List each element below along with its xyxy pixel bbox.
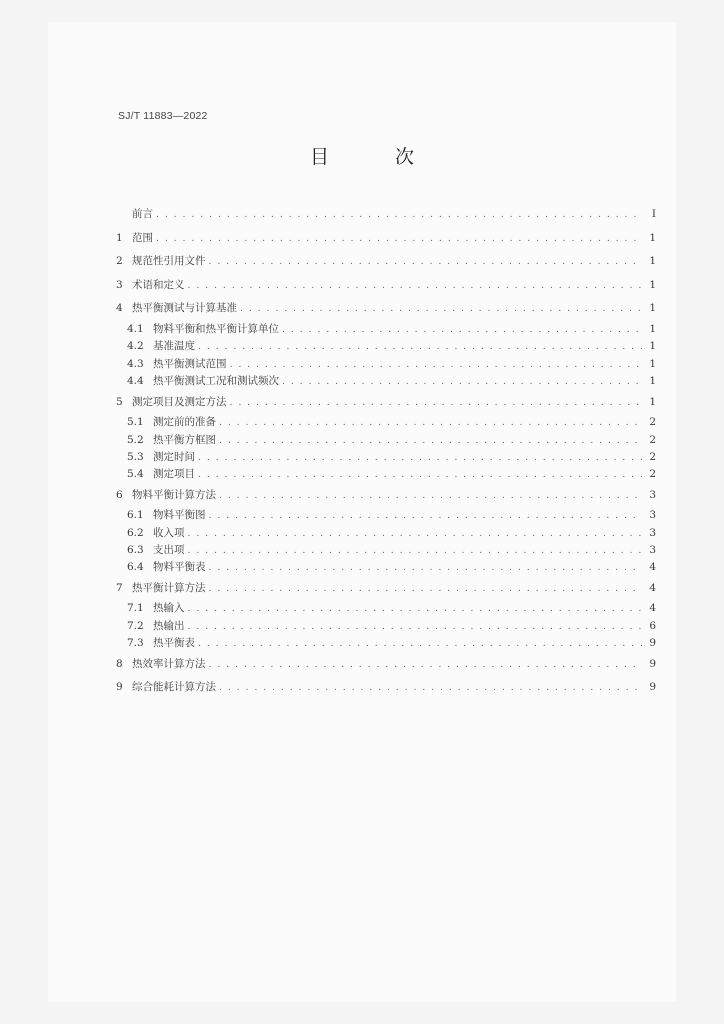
toc-entry-number: 5.2 bbox=[127, 433, 144, 446]
toc-subentry[interactable] bbox=[116, 321, 656, 338]
toc-entry-number: 8 bbox=[116, 657, 123, 670]
dot-leader bbox=[209, 507, 643, 524]
toc-entry-number: 6 bbox=[116, 488, 123, 501]
toc-entry-number: 5 bbox=[116, 395, 123, 408]
toc-entry-page: 1 bbox=[649, 357, 656, 370]
dot-leader bbox=[198, 338, 642, 355]
toc-entry[interactable] bbox=[116, 653, 656, 677]
dot-leader bbox=[198, 635, 642, 652]
toc-subentry[interactable] bbox=[116, 525, 656, 542]
toc-entry[interactable] bbox=[116, 250, 656, 274]
toc-entry-number: 7.1 bbox=[127, 602, 144, 615]
toc-entry-page: 1 bbox=[649, 231, 656, 244]
toc-entry-title: 综合能耗计算方法 bbox=[132, 681, 216, 694]
toc-entry-page: 1 bbox=[649, 255, 656, 268]
toc-entry-page: 9 bbox=[649, 657, 656, 670]
toc-entry-title: 测定项目及测定方法 bbox=[132, 395, 227, 408]
toc-entry-title: 物料平衡图 bbox=[153, 509, 206, 522]
toc-entry-page: 3 bbox=[649, 488, 656, 501]
toc-subentry[interactable] bbox=[116, 373, 656, 390]
toc-entry[interactable] bbox=[116, 274, 656, 298]
toc-entry-number: 6.4 bbox=[127, 561, 144, 574]
toc-entry[interactable] bbox=[116, 676, 656, 700]
toc-subentry[interactable] bbox=[116, 542, 656, 559]
toc-entry-number: 4.2 bbox=[127, 340, 144, 353]
toc-entry-number: 7.3 bbox=[127, 637, 144, 650]
dot-leader bbox=[188, 274, 643, 298]
dot-leader bbox=[188, 618, 643, 635]
toc-entry-number: 2 bbox=[116, 255, 123, 268]
document-page bbox=[48, 22, 676, 1002]
toc-entry-title: 测定前的准备 bbox=[153, 416, 216, 429]
dot-leader bbox=[188, 542, 643, 559]
toc-entry[interactable] bbox=[116, 577, 656, 601]
toc-entry[interactable] bbox=[116, 484, 656, 508]
toc-entry-page: 1 bbox=[649, 340, 656, 353]
dot-leader bbox=[219, 414, 642, 431]
toc-entry-title: 物料平衡和热平衡计算单位 bbox=[153, 322, 279, 335]
toc-entry-title: 热输入 bbox=[153, 602, 185, 615]
toc-entry-number: 7 bbox=[116, 581, 123, 594]
toc-entry-page: 4 bbox=[649, 561, 656, 574]
toc-entry-page: 1 bbox=[649, 395, 656, 408]
toc-entry[interactable] bbox=[116, 227, 656, 251]
toc-entry-number: 1 bbox=[116, 231, 123, 244]
dot-leader bbox=[209, 577, 643, 601]
toc-entry-page: 9 bbox=[649, 637, 656, 650]
dot-leader bbox=[230, 391, 643, 415]
toc-subentry[interactable] bbox=[116, 618, 656, 635]
toc-entry-title: 热平衡测试与计算基准 bbox=[132, 302, 237, 315]
dot-leader bbox=[282, 373, 642, 390]
dot-leader bbox=[188, 525, 643, 542]
toc-entry-number: 5.1 bbox=[127, 416, 144, 429]
toc-entry-title: 收入项 bbox=[153, 526, 185, 539]
toc-entry-page: 1 bbox=[649, 322, 656, 335]
toc-entry-title: 热效率计算方法 bbox=[132, 657, 206, 670]
toc-entry-title: 测定项目 bbox=[153, 468, 195, 481]
toc-entry-number: 3 bbox=[116, 278, 123, 291]
toc-entry[interactable] bbox=[116, 297, 656, 321]
toc-subentry[interactable] bbox=[116, 507, 656, 524]
toc-entry-title: 热输出 bbox=[153, 619, 185, 632]
toc-entry-title: 规范性引用文件 bbox=[132, 255, 206, 268]
toc-subentry[interactable] bbox=[116, 432, 656, 449]
toc-entry-page: 2 bbox=[649, 433, 656, 446]
dot-leader bbox=[156, 227, 642, 251]
toc-entry-number: 7.2 bbox=[127, 619, 144, 632]
toc-entry-number: 9 bbox=[116, 681, 123, 694]
toc-entry-page: 2 bbox=[649, 468, 656, 481]
page-title: 目 次 bbox=[309, 146, 445, 168]
dot-leader bbox=[188, 600, 643, 617]
toc-subentry[interactable] bbox=[116, 635, 656, 652]
toc-entry-title: 热平衡测试范围 bbox=[153, 357, 227, 370]
toc-entry-page: 4 bbox=[649, 581, 656, 594]
toc-entry-number: 6.3 bbox=[127, 544, 144, 557]
dot-leader bbox=[209, 250, 643, 274]
toc-entry-number: 4.4 bbox=[127, 375, 144, 388]
toc-subentry[interactable] bbox=[116, 466, 656, 483]
toc-entry-number: 4 bbox=[116, 302, 123, 315]
toc-entry-page: 1 bbox=[649, 302, 656, 315]
toc-entry-page: 3 bbox=[649, 544, 656, 557]
toc-entry-page: 3 bbox=[649, 509, 656, 522]
toc-entry-title: 物料平衡表 bbox=[153, 561, 206, 574]
toc-entry[interactable] bbox=[116, 391, 656, 415]
standard-code: SJ/T 11883—2022 bbox=[118, 110, 208, 122]
dot-leader bbox=[230, 356, 643, 373]
toc-entry-page: 3 bbox=[649, 526, 656, 539]
toc-entry-page: I bbox=[651, 208, 656, 220]
dot-leader bbox=[282, 321, 642, 338]
dot-leader bbox=[219, 432, 642, 449]
toc-entry-page: 2 bbox=[649, 416, 656, 429]
dot-leader bbox=[209, 653, 643, 677]
toc-entry-number: 6.2 bbox=[127, 526, 144, 539]
toc-subentry[interactable] bbox=[116, 338, 656, 355]
toc-entry-page: 6 bbox=[649, 619, 656, 632]
dot-leader bbox=[198, 466, 642, 483]
toc-subentry[interactable] bbox=[116, 559, 656, 576]
toc-entry-title: 热平衡测试工况和测试频次 bbox=[153, 375, 279, 388]
table-of-contents bbox=[116, 203, 656, 700]
dot-leader bbox=[156, 203, 642, 227]
toc-entry-page: 4 bbox=[649, 602, 656, 615]
toc-entry-number: 4.1 bbox=[127, 322, 144, 335]
toc-entry-title: 测定时间 bbox=[153, 450, 195, 463]
toc-entry-page: 2 bbox=[649, 450, 656, 463]
toc-subentry[interactable] bbox=[116, 600, 656, 617]
toc-entry-title: 物料平衡计算方法 bbox=[132, 488, 216, 501]
toc-entry-page: 1 bbox=[649, 375, 656, 388]
toc-entry-title: 范围 bbox=[132, 231, 153, 244]
toc-entry-number: 5.4 bbox=[127, 468, 144, 481]
dot-leader bbox=[209, 559, 643, 576]
toc-subentry[interactable] bbox=[116, 356, 656, 373]
toc-entry-title: 支出项 bbox=[153, 544, 185, 557]
dot-leader bbox=[219, 676, 642, 700]
toc-entry-number: 4.3 bbox=[127, 357, 144, 370]
toc-entry[interactable] bbox=[116, 203, 656, 227]
toc-entry-title: 基准温度 bbox=[153, 340, 195, 353]
toc-entry-title: 热平衡方框图 bbox=[153, 433, 216, 446]
toc-entry-title: 术语和定义 bbox=[132, 278, 185, 291]
toc-entry-page: 1 bbox=[649, 278, 656, 291]
toc-entry-title: 前言 bbox=[132, 208, 153, 220]
dot-leader bbox=[198, 449, 642, 466]
toc-entry-number: 6.1 bbox=[127, 509, 144, 522]
dot-leader bbox=[240, 297, 642, 321]
toc-entry-title: 热平衡表 bbox=[153, 637, 195, 650]
toc-entry-number: 5.3 bbox=[127, 450, 144, 463]
toc-subentry[interactable] bbox=[116, 449, 656, 466]
toc-entry-title: 热平衡计算方法 bbox=[132, 581, 206, 594]
toc-entry-page: 9 bbox=[649, 681, 656, 694]
dot-leader bbox=[219, 484, 642, 508]
toc-subentry[interactable] bbox=[116, 414, 656, 431]
